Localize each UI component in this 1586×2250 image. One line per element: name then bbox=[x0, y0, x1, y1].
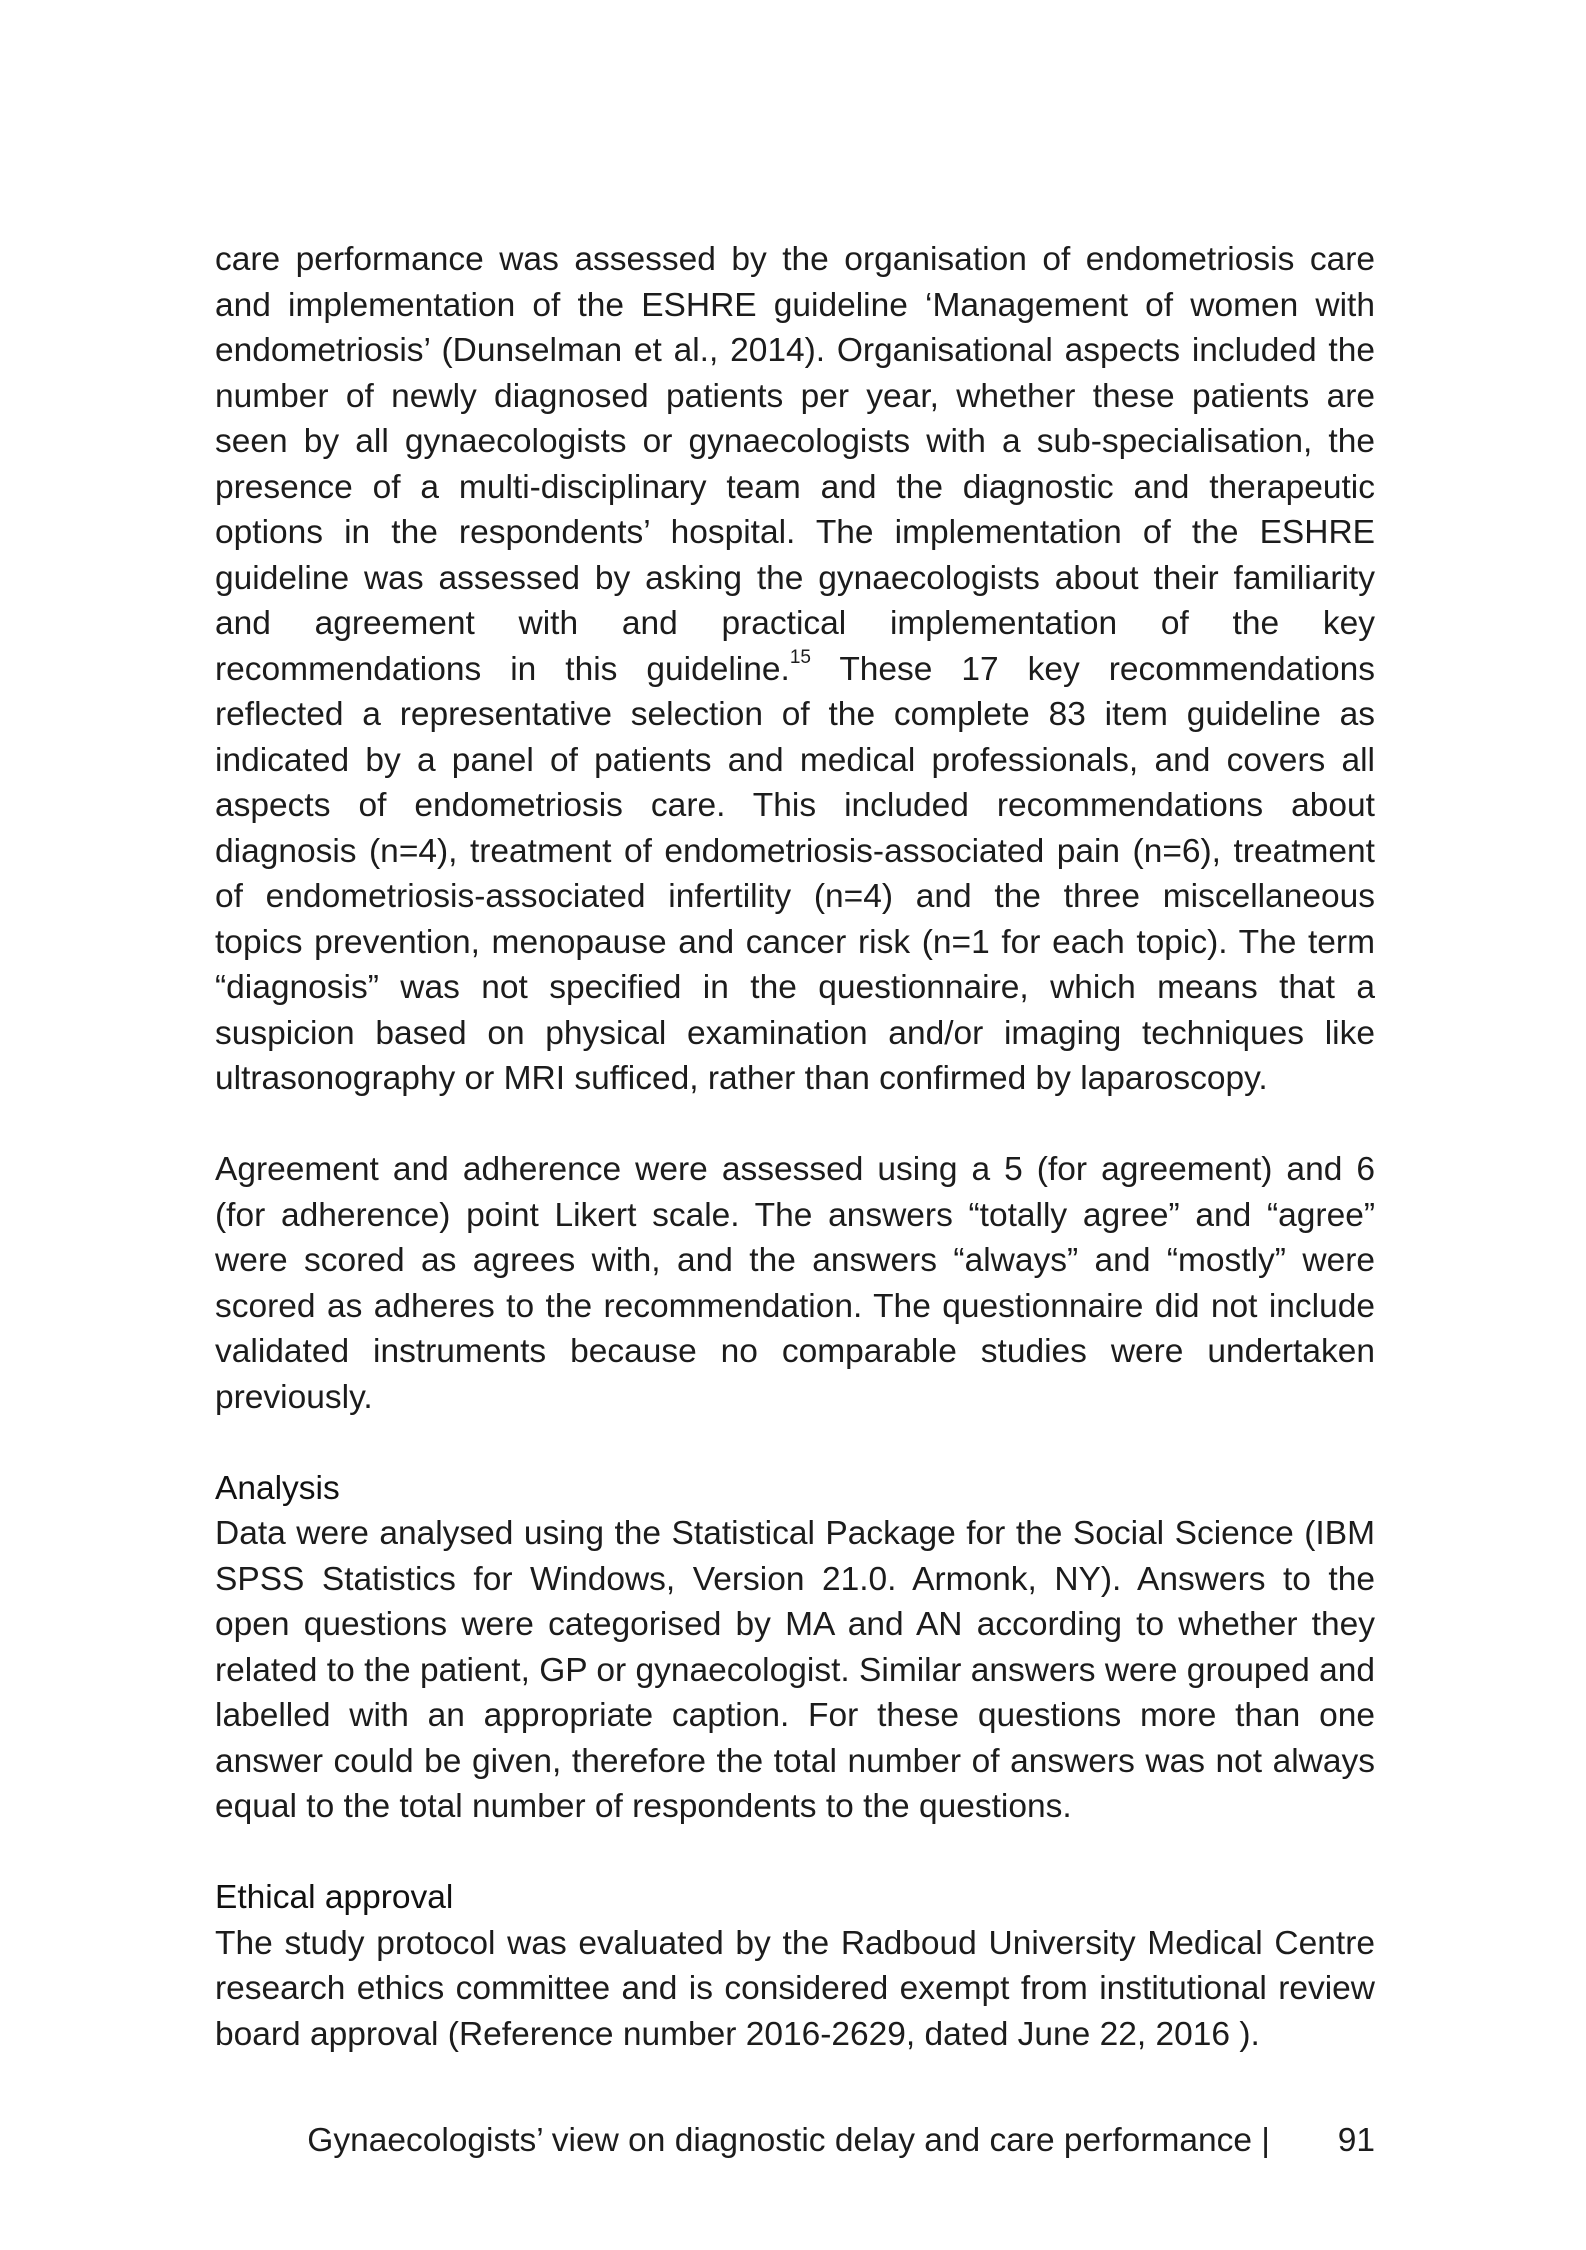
paragraph-spacer bbox=[215, 1830, 1375, 1876]
paragraph-text: care performance was assessed by the organisation of endometriosis care and implementation of the ESHRE guideline ‘Management of women with endometriosis’ (Dunselman et al., 2014). Organisational aspects included the number of newly diagnosed patients per year, whether these patients are seen by all gynaecologists or gynaecologists with a sub-specialisation, the presence of a multi-disciplinary team and the diagnostic and therapeutic options in the respondents’ hospital. The implementation of the ESHRE guideline was assessed by asking the gynaecologists about their familiarity and agreement with and practical implementation of the key recommendations in this guideline. bbox=[215, 241, 1375, 688]
paragraph-spacer bbox=[215, 1420, 1375, 1466]
body-paragraph-care-performance bbox=[215, 237, 1375, 1102]
body-paragraph-ethics: The study protocol was evaluated by the Radboud University Medical Centre research ethics committee and is considered exempt from institutional review board approval (Reference number 2016-2629, dated June 22, 2016 ). bbox=[215, 1924, 1375, 2053]
section-heading-analysis: Analysis bbox=[215, 1469, 340, 1507]
running-footer-title: Gynaecologists’ view on diagnostic delay and care performance | bbox=[307, 2122, 1270, 2159]
page-body bbox=[215, 237, 1375, 2057]
body-paragraph-agreement: Agreement and adherence were assessed using a 5 (for agreement) and 6 (for adherence) point Likert scale. The answers “totally agree” and “agree” were scored as agrees with, and the answers “always” and “mostly” were scored as adheres to the recommendation. The questionnaire did not include validated instruments because no comparable studies were undertaken previously. bbox=[215, 1151, 1375, 1416]
reference-superscript: 15 bbox=[789, 647, 811, 669]
page-number: 91 bbox=[1337, 2122, 1375, 2159]
paragraph-text: These 17 key recommendations reflected a representative selection of the complete 83 item guideline as indicated by a panel of patients and medical professionals, and covers all aspects of endometriosis care. This included recommendations about diagnosis (n=4), treatment of endometriosis-associated pain (n=6), treatment of endometriosis-associated infertility (n=4) and the three miscellaneous topics prevention, menopause and cancer risk (n=1 for each topic). The term “diagnosis” was not specified in the questionnaire, which means that a suspicion based on physical examination and/or imaging techniques like ultrasonography or MRI sufficed, rather than confirmed by laparoscopy. bbox=[215, 650, 1375, 1097]
section-heading-ethical-approval: Ethical approval bbox=[215, 1879, 454, 1916]
paragraph-spacer bbox=[215, 1102, 1375, 1148]
body-paragraph-analysis: Data were analysed using the Statistical Package for the Social Science (IBM SPSS Statistics for Windows, Version 21.0. Armonk, NY). Answers to the open questions were categorised by MA and AN according to whether they related to the patient, GP or gynaecologist. Similar answers were grouped and labelled with an appropriate caption. For these questions more than one answer could be given, therefore the total number of answers was not always equal to the total number of respondents to the questions. bbox=[215, 1515, 1375, 1825]
